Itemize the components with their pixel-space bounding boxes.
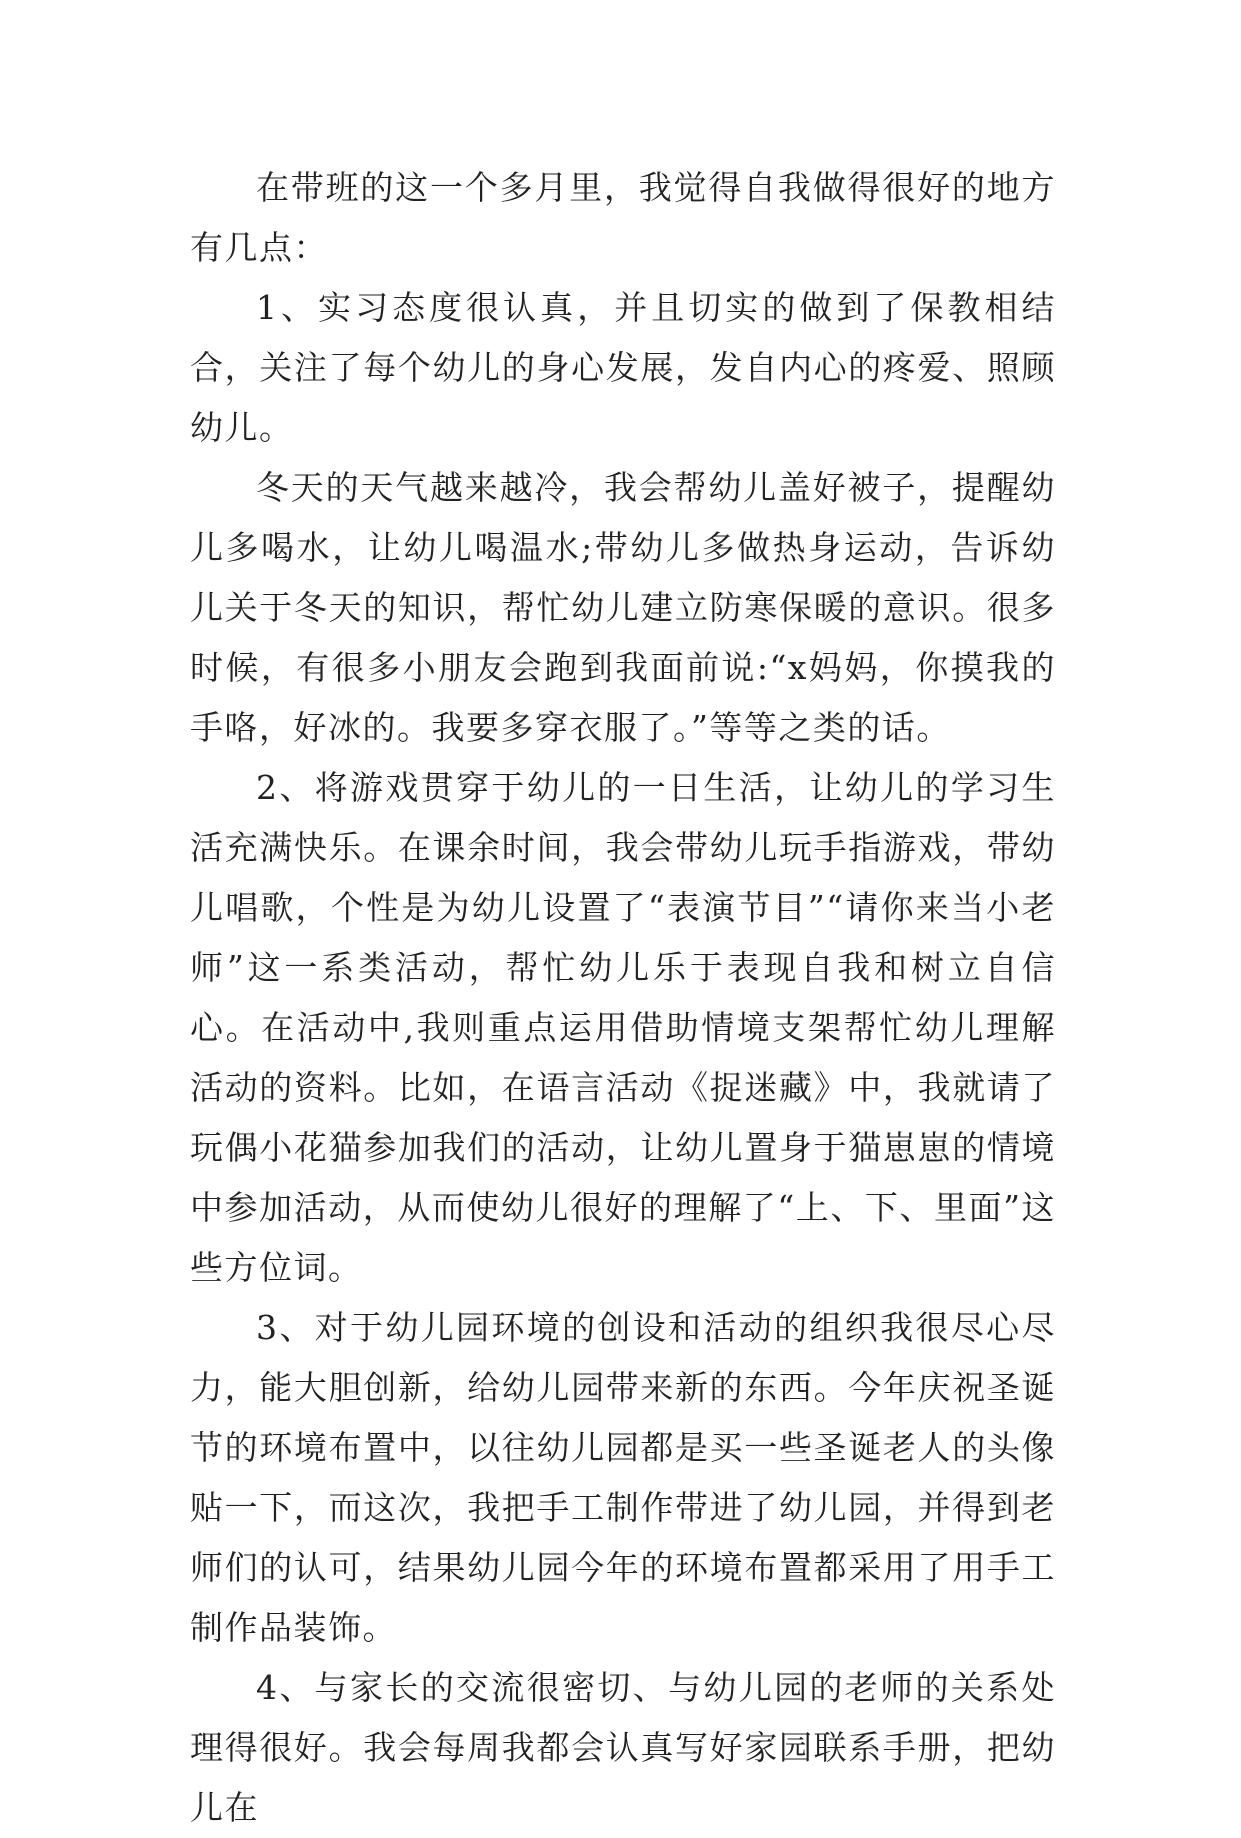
paragraph-intro: 在带班的这一个多月里，我觉得自我做得很好的地方有几点： (190, 168, 1056, 267)
paragraph-point-3: 3、对于幼儿园环境的创设和活动的组织我很尽心尽力，能大胆创新，给幼儿园带来新的东西。今年庆祝圣诞节的环境布置中，以往幼儿园都是买一些圣诞老人的头像贴一下，而这次，我把手工制作带进了幼儿园，并得到老师们的认可，结果幼儿园今年的环境布置都采用了用手工制作品装饰。 (190, 1308, 1056, 1647)
paragraph-point-2: 2、将游戏贯穿于幼儿的一日生活，让幼儿的学习生活充满快乐。在课余时间，我会带幼儿玩手指游戏，带幼儿唱歌，个性是为幼儿设置了“表演节目”“请你来当小老师”这一系类活动，帮忙幼儿乐于表现自我和树立自信心。在活动中,我则重点运用借助情境支架帮忙幼儿理解活动的资料。比如，在语言活动《捉迷藏》中，我就请了玩偶小花猫参加我们的活动，让幼儿置身于猫崽崽的情境中参加活动，从而使幼儿很好的理解了“上、下、里面”这些方位词。 (190, 768, 1056, 1287)
paragraph-point-1: 1、实习态度很认真，并且切实的做到了保教相结合，关注了每个幼儿的身心发展，发自内心的疼爱、照顾幼儿。 (190, 288, 1056, 447)
paragraph-point-4: 4、与家长的交流很密切、与幼儿园的老师的关系处理得很好。我会每周我都会认真写好家园联系手册，把幼儿在 (190, 1668, 1056, 1827)
document-body (190, 158, 1056, 1838)
paragraph-winter: 冬天的天气越来越冷，我会帮幼儿盖好被子，提醒幼儿多喝水，让幼儿喝温水;带幼儿多做热身运动，告诉幼儿关于冬天的知识，帮忙幼儿建立防寒保暖的意识。很多时候，有很多小朋友会跑到我面前说:“x妈妈，你摸我的手咯，好冰的。我要多穿衣服了。”等等之类的话。 (190, 468, 1056, 747)
